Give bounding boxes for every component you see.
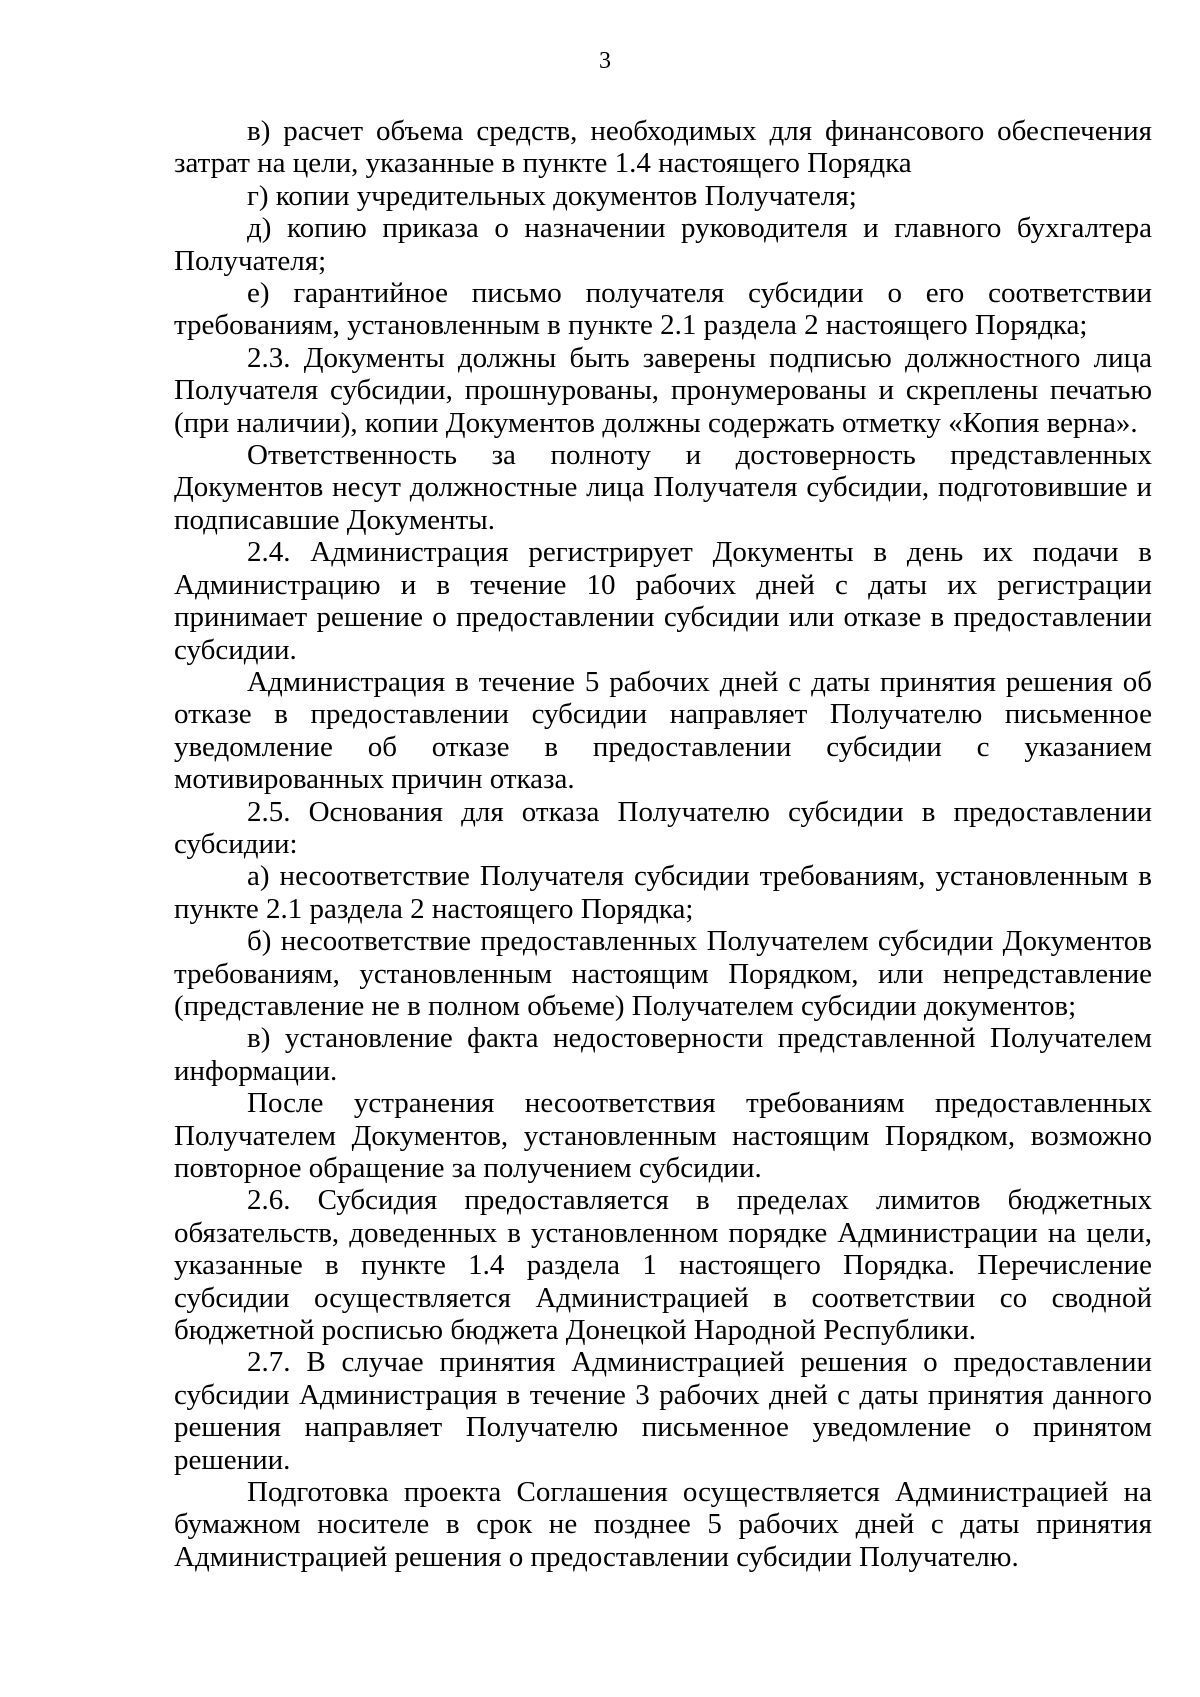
paragraph-refusal-notice: Администрация в течение 5 рабочих дней с даты принятия решения об отказе в предоставлении субсидии направляет Получателю письменное уведомление об отказе в предоставлении субсидии с указанием мотивированных причин отказа. <box>174 665 1152 796</box>
paragraph-agreement-preparation: Подготовка проекта Соглашения осуществляется Администрацией на бумажном носителе в срок не позднее 5 рабочих дней с даты принятия Администрацией решения о предоставлении субсидии Получателю. <box>174 1476 1152 1573</box>
paragraph-item-v: в) расчет объема средств, необходимых для финансового обеспечения затрат на цели, указанные в пункте 1.4 настоящего Порядка <box>174 115 1152 180</box>
paragraph-2-5: 2.5. Основания для отказа Получателю субсидии в предоставлении субсидии: <box>174 795 1152 860</box>
page-number: 3 <box>599 48 611 74</box>
paragraph-item-g: г) копии учредительных документов Получателя; <box>247 179 857 212</box>
paragraph-2-4: 2.4. Администрация регистрирует Документы в день их подачи в Администрацию и в течение 10 рабочих дней с даты их регистрации принимает решение о предоставлении субсидии или отказе в предоставлении субсидии. <box>174 536 1152 666</box>
paragraph-item-v-2: в) установление факта недостоверности представленной Получателем информации. <box>174 1022 1152 1087</box>
paragraph-2-6: 2.6. Субсидия предоставляется в пределах лимитов бюджетных обязательств, доведенных в установленном порядке Администрации на цели, указанные в пункте 1.4 раздела 1 настоящего Порядка. Перечисление субсидии осуществляется Администрацией в соответствии со сводной бюджетной росписью бюджета Донецкой Народной Республики. <box>174 1184 1152 1347</box>
paragraph-item-a: а) несоответствие Получателя субсидии требованиям, установленным в пункте 2.1 раздела 2 настоящего Порядка; <box>174 860 1152 925</box>
paragraph-2-7: 2.7. В случае принятия Администрацией решения о предоставлении субсидии Администрация в течение 3 рабочих дней с даты принятия данного решения направляет Получателю письменное уведомление о принятом решении. <box>174 1346 1152 1476</box>
paragraph-responsibility: Ответственность за полноту и достоверность представленных Документов несут должностные лица Получателя субсидии, подготовившие и подписавшие Документы. <box>174 439 1152 536</box>
document-body <box>174 115 1152 1573</box>
paragraph-2-3: 2.3. Документы должны быть заверены подписью должностного лица Получателя субсидии, прошнурованы, пронумерованы и скреплены печатью (при наличии), копии Документов должны содержать отметку «Копия верна». <box>174 341 1152 439</box>
paragraph-item-d: д) копию приказа о назначении руководителя и главного бухгалтера Получателя; <box>174 212 1152 277</box>
paragraph-item-e: е) гарантийное письмо получателя субсидии о его соответствии требованиям, установленным в пункте 2.1 раздела 2 настоящего Порядка; <box>174 277 1152 342</box>
paragraph-item-b: б) несоответствие предоставленных Получателем субсидии Документов требованиям, установленным настоящим Порядком, или непредставление (представление не в полном объеме) Получателем субсидии документов; <box>174 925 1152 1022</box>
paragraph-reapplication: После устранения несоответствия требованиям предоставленных Получателем Документов, установленным настоящим Порядком, возможно повторное обращение за получением субсидии. <box>174 1087 1152 1184</box>
